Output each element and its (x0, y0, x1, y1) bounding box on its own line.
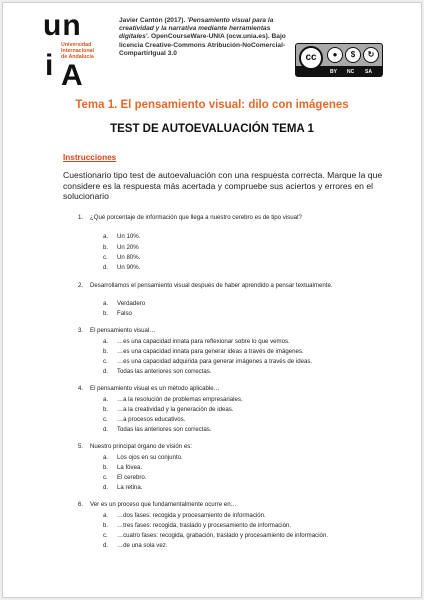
option[interactable]: b. Falso (103, 310, 132, 317)
citation-author: Javier Cantón (2017). (119, 17, 188, 24)
document-page (2, 2, 422, 598)
logo-i: i (45, 49, 54, 82)
option[interactable]: c. …cuatro fases: recogida, grabación, traslado y procesamiento de información. (103, 532, 329, 539)
question-2 (78, 282, 358, 290)
logo-line: Internacional (61, 48, 94, 54)
logo-line: de Andalucía (61, 54, 94, 60)
question-5 (78, 443, 358, 451)
option[interactable]: a. Los ojos en su conjunto. (103, 454, 183, 461)
question-text: El pensamiento visual es un método aplicable… (90, 385, 220, 392)
question-text: Nuestro principal órgano de visión es: (90, 443, 192, 450)
option[interactable]: d. Todas las anteriores son correctas. (103, 368, 212, 375)
sa-icon: ↻ (363, 47, 379, 63)
question-3 (78, 327, 358, 335)
cc-icon: cc (299, 46, 323, 70)
logo-a: A (61, 59, 83, 92)
option[interactable]: a. …dos fases: recogida y procesamiento de información. (103, 512, 266, 519)
option[interactable]: b. Un 20% (103, 244, 139, 251)
option[interactable]: d. Todas las anteriores son correctas. (103, 426, 212, 433)
logo-university-name (61, 42, 117, 60)
option[interactable]: c. El cerebro. (103, 474, 147, 481)
option[interactable]: a. …a la resolución de problemas empresariales. (103, 396, 243, 403)
cc-labels (296, 67, 382, 76)
option[interactable]: b. La fóvea. (103, 464, 143, 471)
question-text: El pensamiento visual… (90, 327, 156, 334)
option[interactable]: d. …de una sola vez. (103, 542, 168, 549)
option[interactable]: b. …a la creatividad y la generación de ideas. (103, 406, 234, 413)
question-text: ¿Qué porcentaje de información que llega a nuestro cerebro es de tipo visual? (90, 214, 302, 221)
question-text: Ver es un proceso que fundamentalmente ocurre en… (90, 501, 237, 508)
option[interactable]: a. Un 10%. (103, 233, 141, 240)
question-number: 3. (78, 327, 84, 334)
logo-line: Universidad (61, 42, 92, 48)
option[interactable]: c. …a procesos educativos. (103, 416, 186, 423)
option[interactable]: b. …tres fases: recogida, traslado y procesamiento de información. (103, 522, 292, 529)
test-title: TEST DE AUTOEVALUACIÓN TEMA 1 (110, 123, 314, 135)
citation-text (119, 17, 289, 58)
instructions-heading: Instrucciones (63, 153, 117, 162)
nc-icon: $ (345, 47, 361, 63)
question-6 (78, 501, 358, 509)
option[interactable]: d. La retina. (103, 484, 143, 491)
question-text: Desarrollamos el pensamiento visual después de haber aprendido a pensar textualmente. (90, 282, 333, 289)
citation-title: 'Pensamiento visual para la creatividad y la narrativa mediante herramientas digitales'. (119, 17, 274, 41)
option[interactable]: a. Verdadero (103, 300, 146, 307)
option[interactable]: c. …es una capacidad adquirida para generar imágenes a través de ideas. (103, 358, 313, 365)
cc-label-sa: SA (365, 69, 372, 75)
by-icon: ● (327, 47, 343, 63)
option[interactable]: c. Un 80%. (103, 254, 141, 261)
question-number: 4. (78, 385, 84, 392)
question-4 (78, 385, 358, 393)
logo-un: un (43, 9, 82, 42)
tema-title: Tema 1. El pensamiento visual: dilo con imágenes (75, 99, 349, 111)
question-1 (78, 214, 358, 222)
option[interactable]: d. Un 90%. (103, 264, 141, 271)
question-number: 6. (78, 501, 84, 508)
citation-license: OpenCourseWare-UNIA (ocw.unia.es). Bajo licencia Creative-Commons Atribución-NoComercial-CompartirIgual 3.0 (119, 33, 286, 57)
cc-label-by: BY (330, 69, 337, 75)
question-number: 5. (78, 443, 84, 450)
cc-license-badge (295, 43, 383, 77)
question-number: 2. (78, 282, 84, 289)
intro-paragraph: Cuestionario tipo test de autoevaluación con una respuesta correcta. Marque la que considere es la respuesta más acertada y compruebe sus aciertos y errores en el solucionario (63, 170, 383, 202)
option[interactable]: a. …es una capacidad innata para reflexionar sobre lo que vemos. (103, 338, 290, 345)
unia-logo (43, 9, 113, 92)
option[interactable]: b. …es una capacidad innata para generar ideas a través de imágenes. (103, 348, 304, 355)
question-number: 1. (78, 214, 84, 221)
cc-label-nc: NC (347, 69, 355, 75)
